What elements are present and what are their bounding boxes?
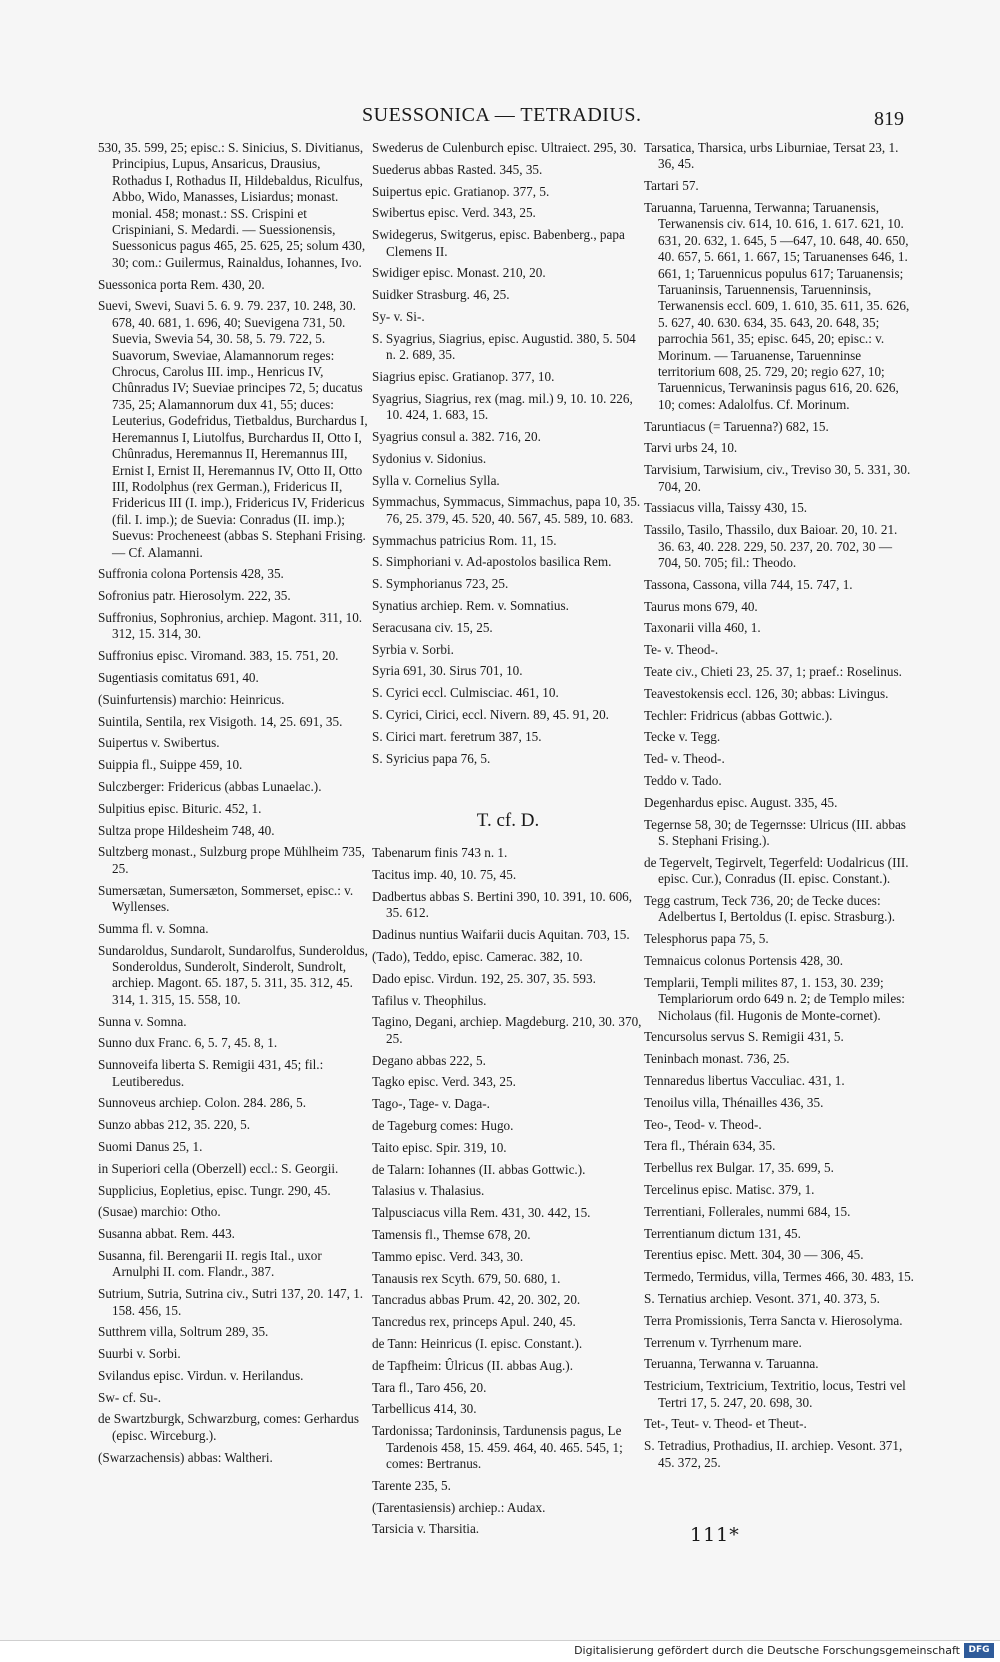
footer-credit: Digitalisierung gefördert durch die Deutsche Forschungsgemeinschaft xyxy=(574,1644,960,1657)
index-entry: Teate civ., Chieti 23, 25. 37, 1; praef.: Roselinus. xyxy=(644,664,902,680)
index-entry: Terrentianum dictum 131, 45. xyxy=(644,1225,801,1241)
index-entry: Degano abbas 222, 5. xyxy=(372,1052,486,1068)
index-entry: Tagko episc. Verd. 343, 25. xyxy=(372,1074,516,1090)
index-entry: Tarsicia v. Tharsitia. xyxy=(372,1521,480,1537)
index-entry: (Swarzachensis) abbas: Waltheri. xyxy=(98,1449,273,1465)
index-entry: S. Cirici mart. feretrum 387, 15. xyxy=(372,728,542,744)
index-entry: Teruanna, Terwanna v. Taruanna. xyxy=(644,1356,819,1372)
index-entry: de Tegervelt, Tegirvelt, Tegerfeld: Uodalricus (III. episc. Cur.), Conradus (II. episc. Constant.). xyxy=(644,854,909,887)
index-entry: Suurbi v. Sorbi. xyxy=(98,1346,181,1362)
index-entry: Telesphorus papa 75, 5. xyxy=(644,931,769,947)
index-entry: Tara fl., Taro 456, 20. xyxy=(372,1379,487,1395)
index-entry: Ted- v. Theod-. xyxy=(644,751,725,767)
index-entry: Suffronia colona Portensis 428, 35. xyxy=(98,566,284,582)
index-entry: Taxonarii villa 460, 1. xyxy=(644,620,761,636)
index-entry: Taito episc. Spir. 319, 10. xyxy=(372,1139,507,1155)
index-column-3 xyxy=(644,140,916,1476)
index-entry: Terentius episc. Mett. 304, 30 — 306, 45. xyxy=(644,1247,864,1263)
index-entry: Sumersætan, Sumersæton, Sommerset, episc.: v. Wyllenses. xyxy=(98,882,354,914)
index-entry: Swibertus episc. Verd. 343, 25. xyxy=(372,205,536,221)
index-entry: Suevi, Swevi, Suavi 5. 6. 9. 79. 237, 10. 248, 30. 678, 40. 681, 1. 696, 40; Suevigena 731, 50. Suevia, Swevia 54, 30. 58, 5. 79. 722, 5. Suavorum, Sweviae, Alamannorum reges: Chrocus, Carolus III. imp., Henricus IV, Chûnradus IV; Sueviae principes 72, 5; ducatus 735, 25; Alamannorum dux 41, 55; duces: Leuterius, Godefridus, Tietbaldus, Burchardus I, Heremannus I, Liutolfus, Burchardus II, Otto I, Chûnradus, Heremannus II, Heremannus III, Ernist I, Ernist II, Heremannus IV, Otto II, Otto III, Rodolphus (rex German.), Fridericus II, Fridericus III (I. imp.), Fridericus IV, Fridericus (fil. I. imp.); de Suevia: Conradus (II. imp.); Suevus: Procheneest (abbas S. Stephani Frising. — Cf. Alamanni. xyxy=(98,298,368,560)
index-entry: Sylla v. Cornelius Sylla. xyxy=(372,472,500,488)
index-entry: Taruntiacus (= Taruenna?) 682, 15. xyxy=(644,418,829,434)
index-entry: S. Tetradius, Prothadius, II. archiep. Vesont. 371, 45. 372, 25. xyxy=(644,1438,903,1470)
index-entry: (Tarentasiensis) archiep.: Audax. xyxy=(372,1499,546,1515)
index-entry: de Swartzburgk, Schwarzburg, comes: Gerhardus (episc. Wirceburg.). xyxy=(98,1411,359,1443)
index-entry: S. Cyrici, Cirici, eccl. Nivern. 89, 45. 91, 20. xyxy=(372,706,609,722)
index-entry: Supplicius, Eopletius, episc. Tungr. 290, 45. xyxy=(98,1182,331,1198)
index-entry: Tarsatica, Tharsica, urbs Liburniae, Tersat 23, 1. 36, 45. xyxy=(644,140,899,172)
index-column-1 xyxy=(98,140,370,1471)
index-entry: Tabenarum finis 743 n. 1. xyxy=(372,845,508,861)
index-entry: Tacitus imp. 40, 10. 75, 45. xyxy=(372,867,517,883)
page-number: 819 xyxy=(874,108,904,130)
index-entry: Talasius v. Thalasius. xyxy=(372,1183,485,1199)
index-entry: Tardonissa; Tardoninsis, Tardunensis pagus, Le Tardenois 458, 15. 459. 464, 40. 465. 545, 1; comes: Bertranus. xyxy=(372,1423,623,1471)
index-entry: Tera fl., Thérain 634, 35. xyxy=(644,1138,776,1154)
index-entry: S. Cyrici eccl. Culmisciac. 461, 10. xyxy=(372,685,559,701)
index-entry: Tennaredus libertus Vacculiac. 431, 1. xyxy=(644,1073,845,1089)
index-entry: Syagrius consul a. 382. 716, 20. xyxy=(372,428,541,444)
index-entry: Tago-, Tage- v. Daga-. xyxy=(372,1096,490,1112)
index-entry: de Tapfheim: Ûlricus (II. abbas Aug.). xyxy=(372,1357,573,1373)
index-entry: Sunno dux Franc. 6, 5. 7, 45. 8, 1. xyxy=(98,1035,278,1051)
index-entry: Teddo v. Tado. xyxy=(644,773,722,789)
index-entry: Techler: Fridricus (abbas Gottwic.). xyxy=(644,707,833,723)
index-entry: Sultzberg monast., Sulzburg prope Mühlheim 735, 25. xyxy=(98,844,365,876)
index-entry: Sw- cf. Su-. xyxy=(98,1389,162,1405)
index-entry: Synatius archiep. Rem. v. Somnatius. xyxy=(372,597,569,613)
index-entry: Tegg castrum, Teck 736, 20; de Tecke duces: Adelbertus I, Bertoldus (I. episc. Strasburg.). xyxy=(644,893,896,925)
index-entry: Tancredus rex, princeps Apul. 240, 45. xyxy=(372,1314,576,1330)
index-entry: Sultza prope Hildesheim 748, 40. xyxy=(98,822,275,838)
index-entry: Tegernse 58, 30; de Tegernsse: Ulricus (III. abbas S. Stephani Frising.). xyxy=(644,816,906,849)
index-entry: Tet-, Teut- v. Theod- et Theut-. xyxy=(644,1416,807,1432)
index-entry: Sunnoveifa liberta S. Remigii 431, 45; fil.: Leutiberedus. xyxy=(98,1057,324,1089)
index-entry: Tancradus abbas Prum. 42, 20. 302, 20. xyxy=(372,1292,581,1308)
index-entry: Suffronius, Sophronius, archiep. Magont. 311, 10. 312, 15. 314, 30. xyxy=(98,609,363,642)
index-entry: Symmachus patricius Rom. 11, 15. xyxy=(372,532,557,548)
index-entry: Suippia fl., Suippe 459, 10. xyxy=(98,757,243,773)
index-entry: Sofronius patr. Hierosolym. 222, 35. xyxy=(98,588,291,604)
index-entry: Degenhardus episc. August. 335, 45. xyxy=(644,794,838,810)
index-entry: Swederus de Culenburch episc. Ultraiect. 295, 30. xyxy=(372,140,637,155)
index-entry: Sutthrem villa, Soltrum 289, 35. xyxy=(98,1324,269,1340)
index-entry: Suintila, Sentila, rex Visigoth. 14, 25. 691, 35. xyxy=(98,713,343,729)
index-entry: Sunnoveus archiep. Colon. 284. 286, 5. xyxy=(98,1095,307,1111)
index-entry: Teo-, Teod- v. Theod-. xyxy=(644,1116,762,1132)
index-entry: Syagrius, Siagrius, rex (mag. mil.) 9, 10. 10. 226, 10. 424, 1. 683, 15. xyxy=(372,390,633,423)
index-entry: de Tageburg comes: Hugo. xyxy=(372,1117,514,1133)
index-entry: Sutrium, Sutria, Sutrina civ., Sutri 137, 20. 147, 1. 158. 456, 15. xyxy=(98,1286,364,1318)
index-entry: S. Syagrius, Siagrius, episc. Augustid. 380, 5. 504 n. 2. 689, 35. xyxy=(372,330,636,363)
index-entry: Talpusciacus villa Rem. 431, 30. 442, 15. xyxy=(372,1205,591,1221)
index-entry: Suessonica porta Rem. 430, 20. xyxy=(98,276,265,292)
index-entry: Tarvi urbs 24, 10. xyxy=(644,440,738,456)
index-entry: Taruanna, Taruenna, Terwanna; Taruanensis, Terwanensis civ. 614, 10. 616, 1. 617. 621, 10. 631, 20. 632, 1. 645, 5 —647, 10. 648, 40. 650, 40. 657, 5. 661, 1. 667, 15; Taruanenses 646, 1. 661, 1; Taruennicus populus 617; Taruanensis; Taruaninsis, Taruennensis, Taruenninsis, Terwanensis eccl. 609, 1. 610, 35. 611, 35. 626, 5. 627, 40. 630. 634, 35. 643, 20. 648, 35; parrochia 561, 35; episc. 645, 20; episc.: v. Morinum. — Taruanense, Taruenninse territorium 608, 25. 729, 20; regio 627, 10; Taruennicus, Terwaninsis pagus 616, 20. 626, 10; comes: Adalolfus. Cf. Morinum. xyxy=(644,200,910,412)
index-entry: Tamensis fl., Themse 678, 20. xyxy=(372,1226,531,1242)
index-entry: Tenoilus villa, Thénailles 436, 35. xyxy=(644,1094,824,1110)
index-entry: Sulpitius episc. Bituric. 452, 1. xyxy=(98,800,262,816)
index-entry: Suidker Strasburg. 46, 25. xyxy=(372,287,510,303)
index-entry: S. Syricius papa 76, 5. xyxy=(372,750,491,766)
index-entry: Tartari 57. xyxy=(644,178,699,194)
index-entry: Temnaicus colonus Portensis 428, 30. xyxy=(644,953,844,969)
index-entry: Swidegerus, Switgerus, episc. Babenberg., papa Clemens II. xyxy=(372,227,625,259)
index-entry: Testricium, Textricium, Textritio, locus, Testri vel Tertri 17, 5. 247, 20. 698, 30. xyxy=(644,1378,906,1410)
index-entry: Suomi Danus 25, 1. xyxy=(98,1138,203,1154)
footer-bar xyxy=(0,1640,1000,1662)
signature-mark: 111* xyxy=(690,1524,740,1546)
index-entry: de Talarn: Iohannes (II. abbas Gottwic.). xyxy=(372,1161,586,1177)
index-entry: Tarvisium, Tarwisium, civ., Treviso 30, 5. 331, 30. 704, 20. xyxy=(644,462,911,494)
index-entry: Tarbellicus 414, 30. xyxy=(372,1401,477,1417)
index-column-2-bottom xyxy=(372,845,644,1537)
index-entry: Sugentiasis comitatus 691, 40. xyxy=(98,669,259,685)
index-entry: Suffronius episc. Viromand. 383, 15. 751, 20. xyxy=(98,648,339,664)
index-entry: Tassilo, Tasilo, Thassilo, dux Baioar. 20, 10. 21. 36. 63, 40. 228. 229, 50. 237, 20. 702, 30 — 704, 50. 705; fil.: Theodo. xyxy=(644,522,898,571)
index-entry: Tarente 235, 5. xyxy=(372,1477,451,1493)
index-entry: Syrbia v. Sorbi. xyxy=(372,641,454,657)
index-entry: de Tann: Heinricus (I. episc. Constant.). xyxy=(372,1335,583,1351)
index-entry: Summa fl. v. Somna. xyxy=(98,920,209,936)
index-entry: Susanna, fil. Berengarii II. regis Ital., uxor Arnulphi II. com. Flandr., 387. xyxy=(98,1247,322,1280)
index-entry: Sy- v. Si-. xyxy=(372,308,425,324)
index-entry: Tassona, Cassona, villa 744, 15. 747, 1. xyxy=(644,576,853,592)
index-entry: Tanausis rex Scyth. 679, 50. 680, 1. xyxy=(372,1270,561,1286)
index-entry: S. Ternatius archiep. Vesont. 371, 40. 373, 5. xyxy=(644,1291,880,1307)
index-entry: (Suinfurtensis) marchio: Heinricus. xyxy=(98,691,285,707)
index-entry: Symmachus, Symmacus, Simmachus, papa 10, 35. 76, 25. 379, 45. 520, 40. 567, 45. 589, 10. 683. xyxy=(372,494,641,526)
index-entry: Sundaroldus, Sundarolt, Sundarolfus, Sunderoldus, Sonderoldus, Sunderolt, Sinderolt, Sundrolt, archiep. Magont. 65. 187, 5. 311, 35. 312, 45. 314, 1. 315, 15. 558, 10. xyxy=(98,942,368,1007)
index-entry: Tassiacus villa, Taissy 430, 15. xyxy=(644,500,808,516)
index-entry: (Susae) marchio: Otho. xyxy=(98,1204,221,1220)
index-entry: Tagino, Degani, archiep. Magdeburg. 210, 30. 370, 25. xyxy=(372,1014,642,1046)
index-column-2-top xyxy=(372,140,644,767)
index-entry: S. Simphoriani v. Ad-apostolos basilica Rem. xyxy=(372,554,612,570)
index-entry: Susanna abbat. Rem. 443. xyxy=(98,1226,235,1242)
index-entry: Sunzo abbas 212, 35. 220, 5. xyxy=(98,1117,251,1133)
index-entry: Terra Promissionis, Terra Sancta v. Hierosolyma. xyxy=(644,1312,903,1328)
index-entry: Tencursolus servus S. Remigii 431, 5. xyxy=(644,1029,844,1045)
index-entry: Tafilus v. Theophilus. xyxy=(372,992,487,1008)
index-entry: Dadinus nuntius Waifarii ducis Aquitan. 703, 15. xyxy=(372,927,630,943)
index-entry: Terrentiani, Follerales, nummi 684, 15. xyxy=(644,1203,851,1219)
index-entry: Templarii, Templi milites 87, 1. 153, 30. 239; Templariorum ordo 649 n. 2; de Templo miles: Nicholaus (fil. Hugonis de Monte-cornet). xyxy=(644,974,905,1023)
index-column-2 xyxy=(372,140,644,1543)
index-entry: in Superiori cella (Oberzell) eccl.: S. Georgii. xyxy=(98,1160,339,1176)
section-heading: T. cf. D. xyxy=(476,809,540,831)
index-entry: 530, 35. 599, 25; episc.: S. Sinicius, S. Divitianus, Principius, Lupus, Ansaricus, Drausius, Rothadus I, Rothadus II, Hildebaldus, Riculfus, Abbo, Wido, Manasses, Lisiardus; monast. monial. 458; monast.: SS. Crispini et Crispiniani, S. Medardi. — Suessionensis, Suessonicus pagus 465, 25. 625, 25; solum 430, 30; com.: Guilermus, Rainaldus, Iohannes, Ivo. xyxy=(98,140,366,270)
index-entry: Terrenum v. Tyrrhenum mare. xyxy=(644,1334,802,1350)
index-entry: Syria 691, 30. Sirus 701, 10. xyxy=(372,663,523,679)
index-entry: Siagrius episc. Gratianop. 377, 10. xyxy=(372,368,555,384)
index-entry: S. Symphorianus 723, 25. xyxy=(372,576,509,592)
index-entry: Suipertus epic. Gratianop. 377, 5. xyxy=(372,183,550,199)
index-entry: Taurus mons 679, 40. xyxy=(644,598,758,614)
index-entry: Suipertus v. Swibertus. xyxy=(98,735,220,751)
index-entry: Dado episc. Virdun. 192, 25. 307, 35. 593. xyxy=(372,970,596,986)
running-title: SUESSONICA — TETRADIUS. xyxy=(362,104,642,126)
index-entry: Teninbach monast. 736, 25. xyxy=(644,1051,790,1067)
index-entry: Tercelinus episc. Matisc. 379, 1. xyxy=(644,1182,815,1198)
index-entry: Sydonius v. Sidonius. xyxy=(372,450,487,466)
index-entry: Terbellus rex Bulgar. 17, 35. 699, 5. xyxy=(644,1160,834,1176)
index-entry: Dadbertus abbas S. Bertini 390, 10. 391, 10. 606, 35. 612. xyxy=(372,888,633,921)
index-entry: Seracusana civ. 15, 25. xyxy=(372,619,493,635)
index-entry: Teavestokensis eccl. 126, 30; abbas: Livingus. xyxy=(644,685,889,701)
index-entry: Tammo episc. Verd. 343, 30. xyxy=(372,1248,524,1264)
index-entry: Svilandus episc. Virdun. v. Herilandus. xyxy=(98,1367,304,1383)
index-entry: Suederus abbas Rasted. 345, 35. xyxy=(372,161,543,177)
index-entry: Swidiger episc. Monast. 210, 20. xyxy=(372,265,546,281)
index-entry: Sulczberger: Fridericus (abbas Lunaelac.). xyxy=(98,778,322,794)
index-entry: Te- v. Theod-. xyxy=(644,642,719,658)
index-entry: Termedo, Termidus, villa, Termes 466, 30. 483, 15. xyxy=(644,1269,914,1285)
index-entry: Sunna v. Somna. xyxy=(98,1013,187,1029)
index-entry: Tecke v. Tegg. xyxy=(644,729,721,745)
index-entry: (Tado), Teddo, episc. Camerac. 382, 10. xyxy=(372,948,583,964)
dfg-logo: DFG xyxy=(964,1643,994,1658)
